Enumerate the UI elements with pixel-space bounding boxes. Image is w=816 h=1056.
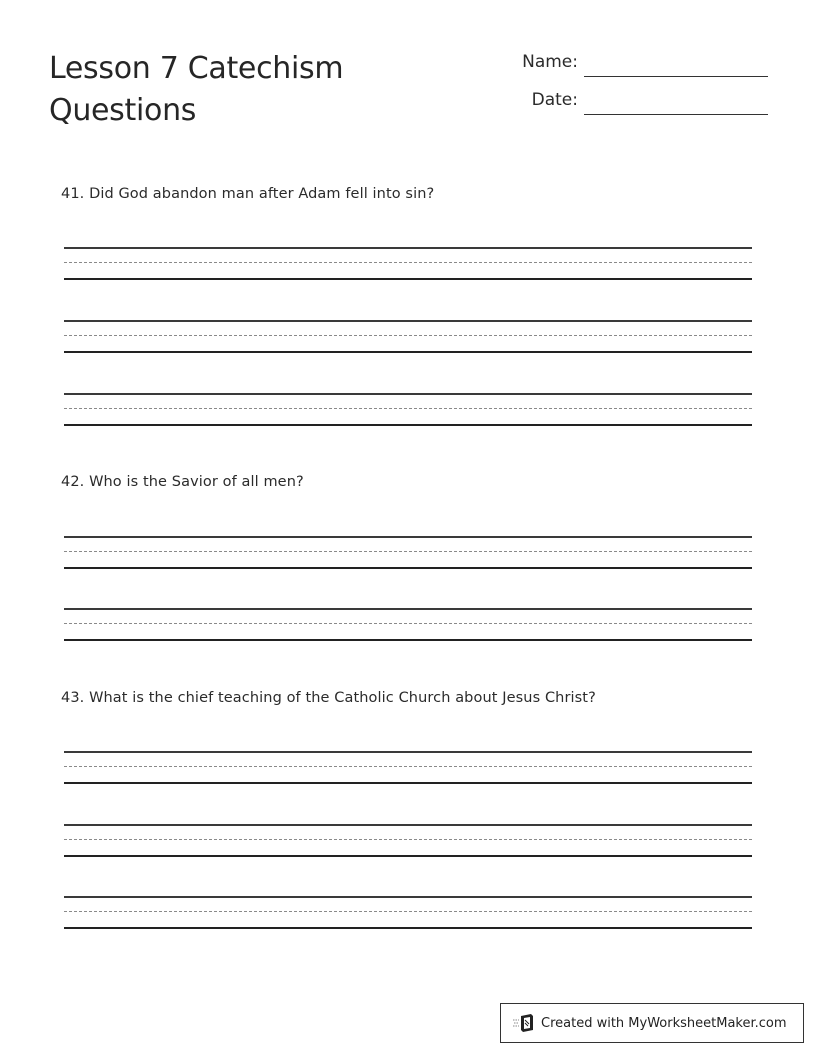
base-line: [64, 567, 752, 569]
worksheet-maker-logo-icon: [513, 1013, 535, 1033]
answer-line-group[interactable]: [64, 247, 752, 281]
top-line: [64, 896, 752, 898]
mid-dashed-line: [64, 839, 752, 840]
base-line: [64, 424, 752, 426]
question-42: 42. Who is the Savior of all men?: [61, 474, 304, 490]
title-line-2: Questions: [49, 93, 197, 128]
footer-text: Created with MyWorksheetMaker.com: [541, 1015, 787, 1031]
top-line: [64, 320, 752, 322]
mid-dashed-line: [64, 408, 752, 409]
name-label: Name:: [522, 52, 578, 72]
worksheet-title: [49, 48, 343, 132]
base-line: [64, 782, 752, 784]
answer-line-group[interactable]: [64, 393, 752, 427]
question-43: 43. What is the chief teaching of the Catholic Church about Jesus Christ?: [61, 690, 596, 706]
answer-line-group[interactable]: [64, 751, 752, 785]
date-label: Date:: [531, 90, 578, 110]
top-line: [64, 393, 752, 395]
answer-line-group[interactable]: [64, 824, 752, 858]
top-line: [64, 751, 752, 753]
base-line: [64, 855, 752, 857]
mid-dashed-line: [64, 911, 752, 912]
base-line: [64, 639, 752, 641]
date-input-line[interactable]: [584, 114, 768, 115]
mid-dashed-line: [64, 335, 752, 336]
top-line: [64, 608, 752, 610]
mid-dashed-line: [64, 766, 752, 767]
footer-credit[interactable]: [500, 1003, 804, 1043]
name-input-line[interactable]: [584, 76, 768, 77]
top-line: [64, 247, 752, 249]
title-line-1: Lesson 7 Catechism: [49, 51, 344, 86]
base-line: [64, 927, 752, 929]
answer-line-group[interactable]: [64, 608, 752, 642]
answer-line-group[interactable]: [64, 896, 752, 930]
base-line: [64, 278, 752, 280]
top-line: [64, 824, 752, 826]
answer-line-group[interactable]: [64, 536, 752, 570]
mid-dashed-line: [64, 551, 752, 552]
mid-dashed-line: [64, 623, 752, 624]
answer-line-group[interactable]: [64, 320, 752, 354]
top-line: [64, 536, 752, 538]
base-line: [64, 351, 752, 353]
question-41: 41. Did God abandon man after Adam fell into sin?: [61, 186, 435, 202]
mid-dashed-line: [64, 262, 752, 263]
